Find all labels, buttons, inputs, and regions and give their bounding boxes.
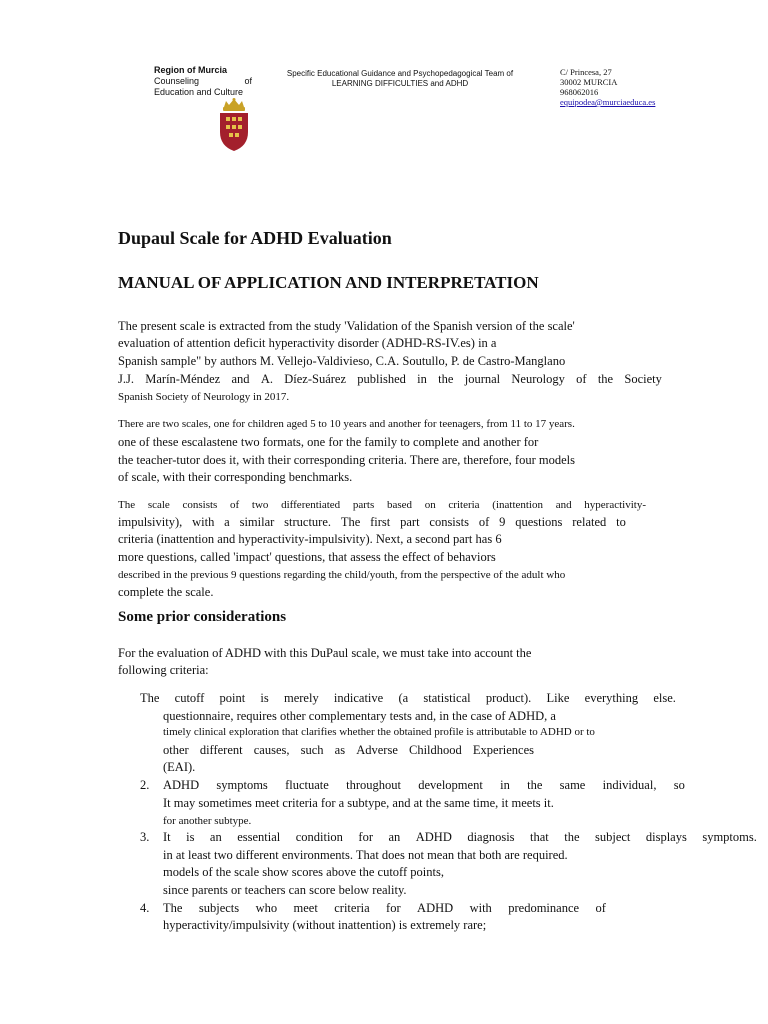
address-street: C/ Princesa, 27	[560, 67, 612, 77]
item1-line: timely clinical exploration that clarifies whether the obtained profile is attributable to ADHD or to	[163, 726, 595, 738]
para1-line: Spanish Society of Neurology in 2017.	[118, 391, 290, 403]
education-line: Education and Culture	[154, 87, 244, 97]
counseling-word: Counseling	[154, 76, 200, 86]
counseling-of: of	[244, 76, 252, 86]
item1-line: (EAI).	[163, 760, 196, 774]
item4-number: 4.	[140, 901, 150, 915]
team-line-2: LEARNING DIFFICULTIES and ADHD	[331, 79, 469, 88]
intro-line: following criteria:	[118, 663, 209, 677]
para2-line: one of these escalastene two formats, one for the family to complete and another for	[118, 435, 539, 449]
region-name: Region of Murcia	[154, 65, 228, 75]
para2-line: of scale, with their corresponding benchmarks.	[118, 470, 353, 484]
item1-justified-line: other different causes, such as Adverse Childhood Experiences	[163, 743, 534, 757]
item3-line: models of the scale show scores above the cutoff points,	[163, 865, 444, 879]
para1-line: The present scale is extracted from the study 'Validation of the Spanish version of the scale'	[118, 319, 575, 333]
email-link[interactable]: equipodea@murciaeduca.es	[560, 97, 656, 107]
header-team	[262, 69, 538, 89]
item2-justified-line: ADHD symptoms fluctuate throughout development in the same individual, so	[163, 778, 685, 792]
header-contact	[560, 67, 700, 107]
item2-line: for another subtype.	[163, 815, 252, 827]
para1-line: Spanish sample" by authors M. Vellejo-Valdivieso, C.A. Soutullo, P. de Castro-Manglano	[118, 354, 566, 368]
item4-justified-line: The subjects who meet criteria for ADHD with predominance of	[163, 901, 606, 915]
item2-number: 2.	[140, 778, 150, 792]
counseling-line	[154, 76, 252, 87]
para2-line: the teacher-tutor does it, with their corresponding criteria. There are, therefore, four models	[118, 453, 575, 467]
para3-line: more questions, called 'impact' questions, that assess the effect of behaviors	[118, 550, 496, 564]
item3-number: 3.	[140, 830, 150, 844]
item2-line: It may sometimes meet criteria for a subtype, and at the same time, it meets it.	[163, 796, 554, 810]
phone-number: 968062016	[560, 87, 599, 97]
section-heading: Some prior considerations	[118, 609, 287, 625]
para1-line: evaluation of attention deficit hyperactivity disorder (ADHD-RS-IV.es) in a	[118, 336, 497, 350]
document-subtitle: MANUAL OF APPLICATION AND INTERPRETATION	[118, 273, 539, 292]
item3-line: since parents or teachers can score below reality.	[163, 883, 407, 897]
region-crest-logo	[217, 98, 251, 152]
item1-line: questionnaire, requires other complementary tests and, in the case of ADHD, a	[163, 709, 556, 723]
para3-justified-line: The scale consists of two differentiated parts based on criteria (inattention and hyperactivity-	[118, 499, 646, 511]
item3-justified-line: It is an essential condition for an ADHD diagnosis that the subject displays symptoms.	[163, 830, 757, 844]
para1-justified-line: J.J. Marín-Méndez and A. Díez-Suárez published in the journal Neurology of the Society	[118, 372, 662, 386]
item4-line: hyperactivity/impulsivity (without inattention) is extremely rare;	[163, 918, 487, 932]
document-title: Dupaul Scale for ADHD Evaluation	[118, 228, 392, 248]
para2-line: There are two scales, one for children aged 5 to 10 years and another for teenagers, from 11 to 17 years.	[118, 418, 575, 430]
para3-line: criteria (inattention and hyperactivity-impulsivity). Next, a second part has 6	[118, 532, 502, 546]
para3-line: described in the previous 9 questions regarding the child/youth, from the perspective of the adult who	[118, 569, 566, 581]
intro-line: For the evaluation of ADHD with this DuPaul scale, we must take into account the	[118, 646, 532, 660]
item1-justified-line: The cutoff point is merely indicative (a statistical product). Like everything else.	[140, 691, 676, 705]
address-city: 30002 MURCIA	[560, 77, 618, 87]
team-line-1: Specific Educational Guidance and Psychopedagogical Team of	[286, 69, 514, 78]
header-organization	[154, 65, 252, 98]
para3-justified-line: impulsivity), with a similar structure. The first part consists of 9 questions related to	[118, 515, 626, 529]
item3-line: in at least two different environments. That does not mean that both are required.	[163, 848, 568, 862]
para3-line: complete the scale.	[118, 585, 214, 599]
